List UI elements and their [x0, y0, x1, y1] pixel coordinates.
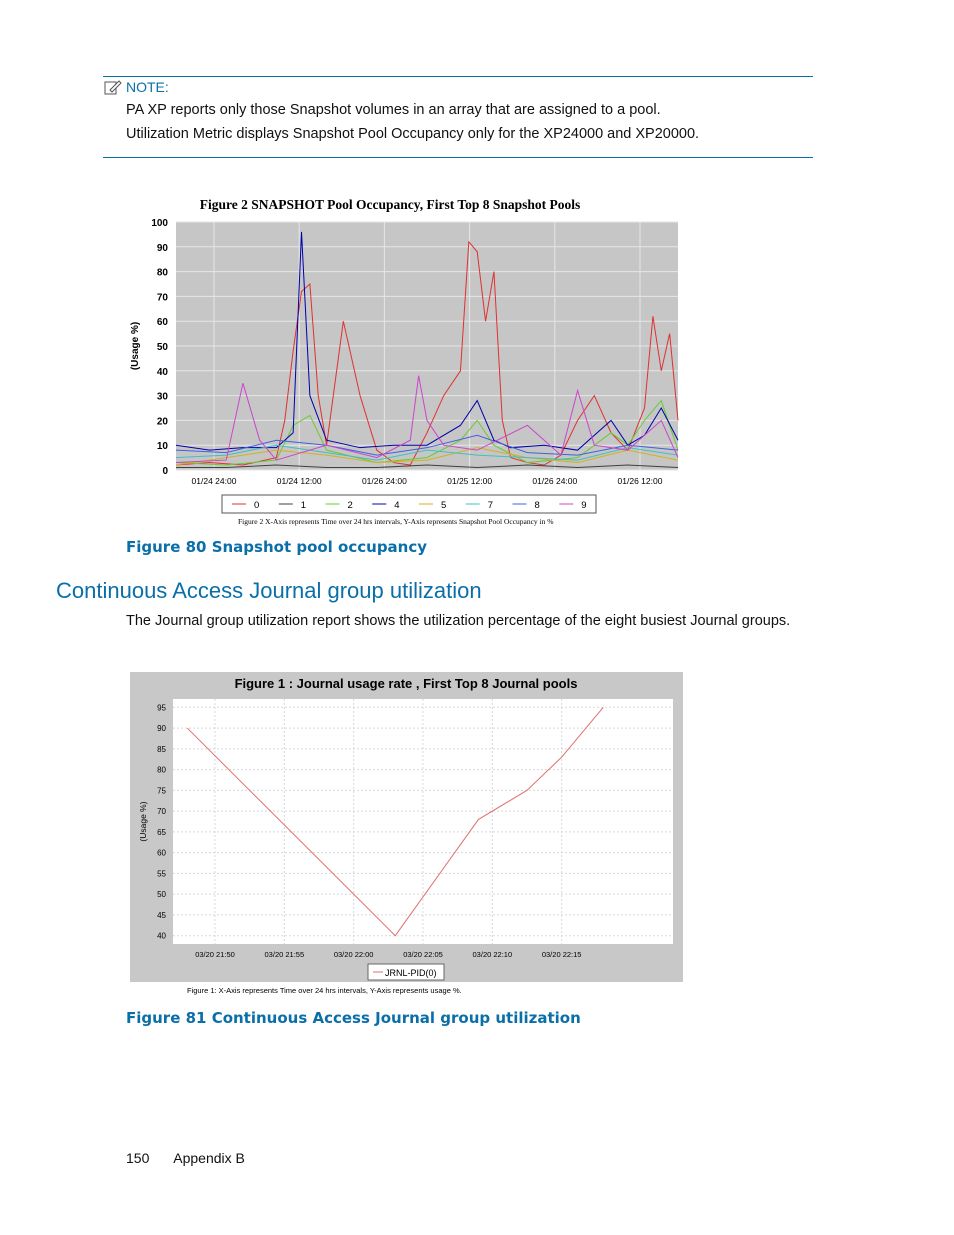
- y-tick-label: 90: [156, 242, 168, 254]
- snapshot-pool-chart: [118, 188, 698, 533]
- chart-footnote: Figure 2 X-Axis represents Time over 24 hrs intervals, Y-Axis represents Snapshot Pool Occupancy in %: [238, 517, 554, 526]
- note-line-2: Utilization Metric displays Snapshot Pool Occupancy only for the XP24000 and XP20000.: [126, 126, 700, 142]
- y-tick-label: 100: [151, 218, 168, 229]
- legend-box: [222, 495, 596, 513]
- legend-label-8: 8: [534, 500, 540, 511]
- y-axis-label: (Usage %): [130, 321, 141, 371]
- section-body: The Journal group utilization report shows the utilization percentage of the eight busiest Journal groups.: [126, 613, 791, 629]
- y-tick-label: 65: [157, 827, 166, 837]
- y-tick-label: 50: [156, 342, 168, 353]
- note-top-rule: [103, 76, 813, 77]
- note-pencil-icon: [104, 79, 122, 95]
- y-tick-label: 80: [156, 267, 168, 279]
- y-tick-label: 80: [157, 765, 166, 775]
- y-tick-label: 40: [157, 931, 166, 941]
- y-tick-label: 90: [157, 724, 166, 734]
- x-tick-label: 03/20 22:15: [541, 950, 582, 959]
- x-tick-label: 03/20 22:10: [472, 950, 513, 959]
- figure-81-caption: Figure 81 Continuous Access Journal group utilization: [126, 1009, 581, 1027]
- y-tick-label: 60: [156, 317, 168, 329]
- note-line-1: PA XP reports only those Snapshot volumes in an array that are assigned to a pool.: [126, 102, 661, 118]
- y-tick-label: 70: [156, 292, 168, 304]
- footer-section: Appendix B: [173, 1150, 245, 1166]
- y-tick-label: 10: [156, 441, 168, 453]
- y-tick-label: 85: [157, 744, 166, 754]
- y-tick-label: 30: [156, 391, 168, 403]
- page-number: 150: [126, 1150, 150, 1166]
- y-tick-label: 95: [157, 703, 166, 713]
- legend-label-9: 9: [581, 500, 587, 511]
- y-tick-label: 0: [162, 466, 168, 477]
- journal-usage-chart: [130, 672, 683, 998]
- y-tick-label: 75: [157, 786, 166, 796]
- note-bottom-rule: [103, 157, 813, 158]
- y-axis-label: (Usage %): [138, 801, 148, 842]
- x-tick-label: 03/20 21:50: [195, 950, 235, 959]
- y-tick-label: 40: [156, 366, 168, 378]
- y-tick-label: 60: [157, 848, 166, 858]
- x-tick-label: 03/20 22:05: [403, 950, 443, 959]
- x-tick-label: 01/25 12:00: [447, 476, 493, 486]
- legend-label-2: 2: [347, 500, 353, 511]
- y-tick-label: 55: [157, 869, 166, 879]
- legend-label-7: 7: [487, 500, 494, 511]
- chart-title: Figure 2 SNAPSHOT Pool Occupancy, First Top 8 Snapshot Pools: [199, 197, 581, 212]
- legend-label-0: 0: [254, 500, 260, 511]
- figure-80-caption: Figure 80 Snapshot pool occupancy: [126, 538, 428, 556]
- chart-footnote: Figure 1: X-Axis represents Time over 24 hrs intervals, Y-Axis represents usage %.: [187, 986, 462, 995]
- section-title: Continuous Access Journal group utilization: [56, 578, 482, 603]
- legend-label-5: 5: [441, 500, 447, 511]
- x-tick-label: 03/20 22:00: [333, 950, 374, 959]
- page-footer: [126, 1150, 245, 1166]
- x-tick-label: 01/24 12:00: [276, 476, 322, 486]
- x-tick-label: 01/26 24:00: [361, 476, 407, 486]
- legend-label-1: 1: [300, 500, 307, 511]
- x-tick-label: 03/20 21:55: [264, 950, 305, 959]
- y-tick-label: 50: [157, 890, 166, 900]
- y-tick-label: 45: [157, 910, 166, 920]
- x-tick-label: 01/26 12:00: [617, 476, 663, 486]
- chart-title: Figure 1 : Journal usage rate , First Top 8 Journal pools: [234, 676, 578, 691]
- x-tick-label: 01/26 24:00: [532, 476, 578, 486]
- y-tick-label: 70: [157, 807, 166, 817]
- legend-label: JRNL-PID(0): [385, 968, 437, 978]
- x-tick-label: 01/24 24:00: [191, 476, 237, 486]
- note-label: NOTE:: [126, 79, 169, 95]
- y-tick-label: 20: [156, 416, 168, 428]
- legend-label-4: 4: [394, 500, 400, 511]
- note-header: [104, 79, 169, 95]
